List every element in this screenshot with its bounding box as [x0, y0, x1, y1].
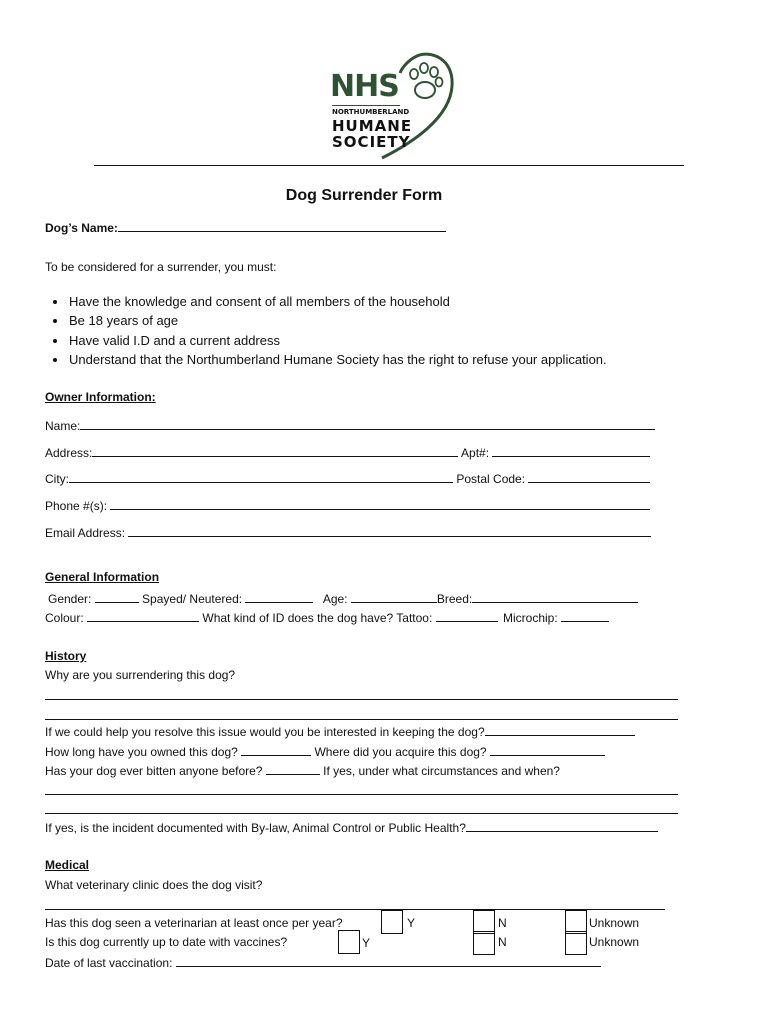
tattoo-field[interactable]: [436, 610, 498, 622]
vet-once-n-label: N: [498, 916, 507, 930]
list-item: • Understand that the Northumberland Humane Society has the right to refuse your application.: [68, 350, 725, 369]
colour-row: [45, 610, 609, 625]
dog-name-label: Dog’s Name:: [45, 221, 118, 235]
acquire-question: Where did you acquire this dog?: [314, 745, 487, 759]
last-vacc-row: [45, 955, 601, 970]
circumstances-question: If yes, under what circumstances and when?: [323, 764, 560, 778]
owner-heading: Owner Information:: [45, 390, 156, 404]
phone-field[interactable]: [110, 498, 650, 510]
logo-rule: [332, 105, 400, 106]
email-row: [45, 525, 651, 540]
postal-label: Postal Code:: [456, 472, 526, 486]
email-label: Email Address:: [45, 526, 126, 540]
address-row: [45, 445, 650, 460]
bitten-question: Has your dog ever bitten anyone before?: [45, 764, 263, 778]
intro-text: To be considered for a surrender, you must:: [45, 260, 277, 274]
vaccines-y-label: Y: [362, 936, 371, 950]
last-vacc-field[interactable]: [176, 955, 601, 967]
dog-name-row: [45, 220, 446, 235]
vet-once-y-checkbox[interactable]: [381, 910, 403, 934]
colour-label: Colour:: [45, 611, 84, 625]
address-field[interactable]: [92, 445, 458, 457]
vet-once-y-label: Y: [407, 916, 416, 930]
gender-row: [48, 591, 638, 606]
phone-label: Phone #(s):: [45, 499, 108, 513]
logo-line3: SOCIETY: [332, 133, 411, 151]
logo: [322, 48, 462, 163]
documented-question: If yes, is the incident documented with By-law, Animal Control or Public Health?: [45, 821, 466, 835]
owned-field[interactable]: [241, 744, 311, 756]
gender-label: Gender:: [48, 592, 92, 606]
email-field[interactable]: [128, 525, 651, 537]
clinic-question: What veterinary clinic does the dog visit?: [45, 878, 263, 892]
acquire-field[interactable]: [490, 744, 605, 756]
vaccines-y-checkbox[interactable]: [338, 930, 360, 954]
city-label: City:: [45, 472, 69, 486]
microchip-label: Microchip:: [503, 611, 558, 625]
bitten-row: [45, 763, 560, 778]
list-item: • Have valid I.D and a current address: [68, 331, 725, 350]
help-question: If we could help you resolve this issue would you be interested in keeping the dog?: [45, 725, 485, 739]
last-vacc-label: Date of last vaccination:: [45, 956, 173, 970]
age-field[interactable]: [351, 591, 437, 603]
help-field[interactable]: [485, 724, 635, 736]
help-row: [45, 724, 635, 739]
gender-field[interactable]: [95, 591, 139, 603]
form-title: Dog Surrender Form: [285, 187, 443, 204]
spayed-field[interactable]: [245, 591, 313, 603]
city-field[interactable]: [69, 471, 453, 483]
requirements-list: [45, 292, 725, 370]
dog-name-field[interactable]: [118, 220, 446, 232]
owner-name-field[interactable]: [80, 418, 655, 430]
spayed-label: Spayed/ Neutered:: [142, 592, 243, 606]
vaccines-n-checkbox[interactable]: [473, 931, 495, 955]
circumstances-line-2[interactable]: [45, 813, 678, 814]
owner-name-row: [45, 418, 655, 433]
vaccines-n-label: N: [498, 935, 507, 949]
vaccines-question: Is this dog currently up to date with vaccines?: [45, 935, 288, 949]
list-item: • Be 18 years of age: [68, 311, 725, 330]
header-rule: [94, 165, 684, 166]
postal-field[interactable]: [528, 471, 650, 483]
documented-row: [45, 820, 658, 835]
microchip-field[interactable]: [561, 610, 609, 622]
vaccines-unknown-checkbox[interactable]: [565, 931, 587, 955]
logo-line1: NORTHUMBERLAND: [332, 108, 410, 116]
logo-line2: HUMANE: [332, 117, 413, 135]
documented-field[interactable]: [466, 820, 658, 832]
id-label: What kind of ID does the dog have? Tattoo:: [202, 611, 433, 625]
apt-label: Apt#:: [461, 446, 490, 460]
vaccines-unknown-label: Unknown: [589, 935, 640, 949]
general-heading: General Information: [45, 570, 160, 584]
age-label: Age:: [322, 592, 348, 606]
why-answer-line-1[interactable]: [45, 699, 678, 700]
address-label: Address:: [45, 446, 93, 460]
vet-once-unknown-label: Unknown: [589, 916, 640, 930]
logo-acronym: NHS: [330, 69, 399, 104]
apt-field[interactable]: [492, 445, 650, 457]
breed-field[interactable]: [472, 591, 638, 603]
phone-row: [45, 498, 650, 513]
circumstances-line-1[interactable]: [45, 794, 678, 795]
breed-label: Breed:: [436, 592, 473, 606]
colour-field[interactable]: [87, 610, 199, 622]
bitten-field[interactable]: [266, 763, 320, 775]
owner-name-label: Name:: [45, 419, 81, 433]
vet-once-question: Has this dog seen a veterinarian at least once per year?: [45, 916, 343, 930]
medical-heading: Medical: [45, 858, 90, 872]
list-item: • Have the knowledge and consent of all members of the household: [68, 292, 725, 311]
city-row: [45, 471, 650, 486]
owned-row: [45, 744, 605, 759]
history-heading: History: [45, 649, 87, 663]
why-question: Why are you surrendering this dog?: [45, 668, 236, 682]
owned-question: How long have you owned this dog?: [45, 745, 238, 759]
why-answer-line-2[interactable]: [45, 719, 678, 720]
